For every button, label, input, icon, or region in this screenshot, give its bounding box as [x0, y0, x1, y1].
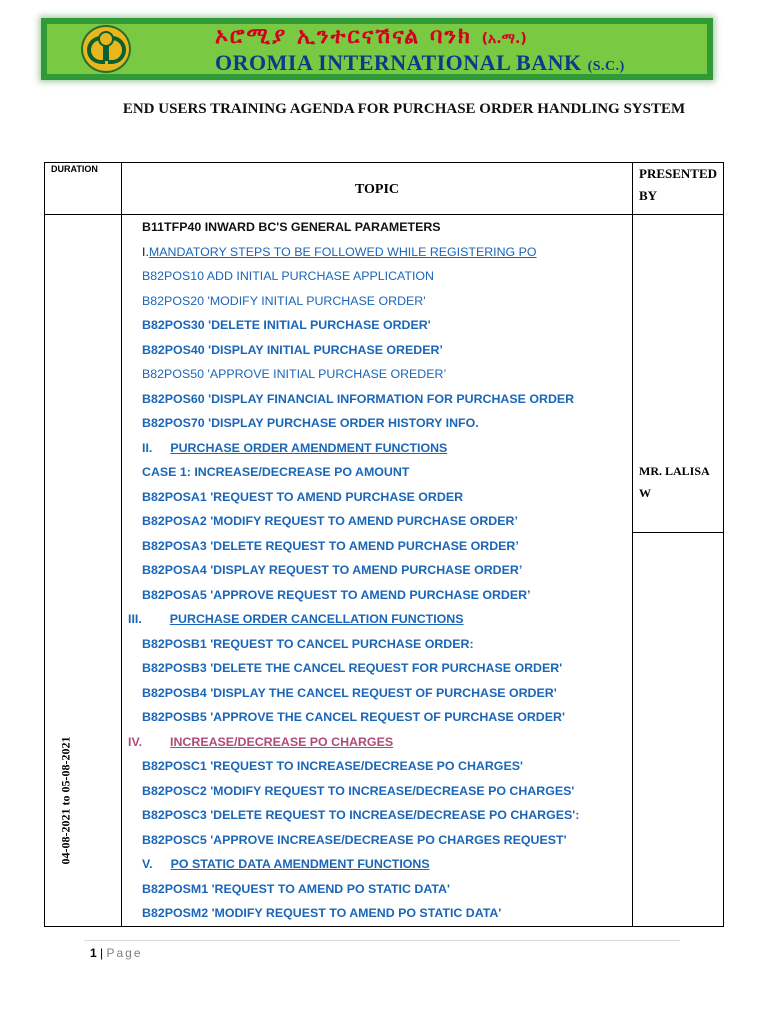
bank-name: OROMIA INTERNATIONAL BANK (S.C.)	[215, 50, 625, 75]
section-number: V.	[142, 857, 153, 871]
section-number: IV.	[128, 734, 143, 749]
topic-row	[122, 313, 632, 338]
topic-text[interactable]: PO STATIC DATA AMENDMENT FUNCTIONS	[170, 857, 430, 871]
topic-row	[122, 411, 632, 436]
bank-name-amharic: ኦሮሚያ ኢንተርናሽናል ባንክ (አ.ማ.)	[215, 24, 527, 49]
footer-divider	[84, 940, 680, 941]
topic-row	[122, 681, 632, 706]
topic-row	[122, 338, 632, 363]
presenter-cell	[633, 215, 724, 927]
topic-text: B82POS60 'DISPLAY FINANCIAL INFORMATION FOR PURCHASE ORDER	[142, 391, 575, 406]
topic-row	[122, 705, 632, 730]
topic-row	[122, 534, 632, 559]
section-number: III.	[128, 612, 142, 626]
topic-row	[122, 632, 632, 657]
table-header-row	[45, 163, 724, 215]
logo-emblem-icon	[81, 25, 131, 73]
topic-text: B82POSA2 'MODIFY REQUEST TO AMEND PURCHASE ORDER’	[142, 514, 518, 528]
topic-text: B82POS30 'DELETE INITIAL PURCHASE ORDER'	[142, 318, 431, 332]
topic-row	[122, 901, 632, 926]
document-title: END USERS TRAINING AGENDA FOR PURCHASE ORDER HANDLING SYSTEM	[122, 101, 686, 117]
page-number: 1	[90, 946, 97, 960]
topic-row	[122, 240, 632, 265]
globe-icon	[98, 31, 114, 47]
topic-text: B82POSA3 'DELETE REQUEST TO AMEND PURCHASE ORDER’	[142, 538, 519, 553]
topic-text[interactable]: PURCHASE ORDER CANCELLATION FUNCTIONS	[169, 612, 464, 626]
section-number: II.	[142, 440, 153, 455]
topic-list	[122, 215, 632, 926]
header-duration: DURATION	[45, 163, 122, 215]
header-topic: TOPIC	[122, 163, 633, 215]
topic-text[interactable]: PURCHASE ORDER AMENDMENT FUNCTIONS	[170, 440, 448, 455]
header-presented-by: PRESENTED BY	[633, 163, 724, 215]
topic-text: B82POS40 'DISPLAY INITIAL PURCHASE OREDER’	[142, 342, 443, 357]
footer-separator: |	[100, 946, 104, 960]
topic-row	[122, 264, 632, 289]
bank-logo	[47, 24, 197, 74]
topic-text: B82POSC2 'MODIFY REQUEST TO INCREASE/DECREASE PO CHARGES'	[142, 783, 575, 798]
topic-row	[122, 607, 632, 632]
topic-row	[122, 387, 632, 412]
banner-inner	[47, 24, 707, 74]
duration-cell	[45, 215, 122, 927]
topic-text[interactable]: MANDATORY STEPS TO BE FOLLOWED WHILE REGISTERING PO	[148, 244, 537, 259]
topic-text: B82POS10 ADD INITIAL PURCHASE APPLICATION	[142, 269, 434, 283]
topic-text: B82POSA1 'REQUEST TO AMEND PURCHASE ORDER	[142, 489, 464, 504]
topic-text: B82POSC1 'REQUEST TO INCREASE/DECREASE PO CHARGES'	[142, 759, 523, 773]
topic-row	[122, 485, 632, 510]
topic-text: B82POSB4 'DISPLAY THE CANCEL REQUEST OF PURCHASE ORDER'	[142, 685, 557, 700]
topic-text: B82POSC3 'DELETE REQUEST TO INCREASE/DECREASE PO CHARGES':	[142, 808, 580, 822]
presenter-name: MR. LALISA W	[639, 464, 710, 500]
topic-row	[122, 509, 632, 534]
duration-dates: 04-08-2021 to 05-08-2021	[58, 736, 73, 865]
topic-text: B82POSB3 'DELETE THE CANCEL REQUEST FOR PURCHASE ORDER'	[142, 661, 563, 675]
topic-text: B82POSM2 'MODIFY REQUEST TO AMEND PO STATIC DATA'	[142, 906, 502, 920]
topic-row	[122, 754, 632, 779]
agenda-table	[44, 162, 724, 927]
topic-text: B82POSA4 'DISPLAY REQUEST TO AMEND PURCHASE ORDER’	[142, 563, 523, 577]
topic-row	[122, 779, 632, 804]
topic-row	[122, 583, 632, 608]
topic-text: CASE 1: INCREASE/DECREASE PO AMOUNT	[142, 465, 410, 479]
topic-row	[122, 803, 632, 828]
topic-row	[122, 558, 632, 583]
section-number: I.	[142, 244, 149, 259]
topic-text: B82POSB1 'REQUEST TO CANCEL PURCHASE ORDER:	[142, 636, 474, 651]
topic-text: B82POS20 'MODIFY INITIAL PURCHASE ORDER'	[142, 293, 426, 308]
topic-row	[122, 362, 632, 387]
topic-text: B11TFP40 INWARD BC'S GENERAL PARAMETERS	[142, 220, 441, 234]
topic-row	[122, 877, 632, 902]
topic-text[interactable]: INCREASE/DECREASE PO CHARGES	[170, 734, 394, 749]
topic-row	[122, 215, 632, 240]
topic-text: B82POSB5 'APPROVE THE CANCEL REQUEST OF PURCHASE ORDER'	[142, 710, 565, 724]
bank-banner	[41, 18, 713, 80]
topic-text: B82POSA5 'APPROVE REQUEST TO AMEND PURCHASE ORDER’	[142, 587, 531, 602]
topic-row	[122, 852, 632, 877]
topic-row	[122, 828, 632, 853]
page-label: Page	[106, 946, 143, 960]
topics-cell	[122, 215, 633, 927]
topic-row	[122, 730, 632, 755]
topic-text: B82POS70 'DISPLAY PURCHASE ORDER HISTORY INFO.	[142, 416, 479, 430]
topic-text: B82POSC5 'APPROVE INCREASE/DECREASE PO CHARGES REQUEST'	[142, 832, 567, 847]
topic-text: B82POS50 'APPROVE INITIAL PURCHASE OREDER’	[142, 367, 447, 381]
topic-row	[122, 460, 632, 485]
topic-row	[122, 289, 632, 314]
topic-text: B82POSM1 'REQUEST TO AMEND PO STATIC DATA'	[142, 881, 450, 896]
topic-row	[122, 656, 632, 681]
topic-row	[122, 436, 632, 461]
agenda-body-row	[45, 215, 724, 927]
page-footer	[90, 946, 143, 960]
